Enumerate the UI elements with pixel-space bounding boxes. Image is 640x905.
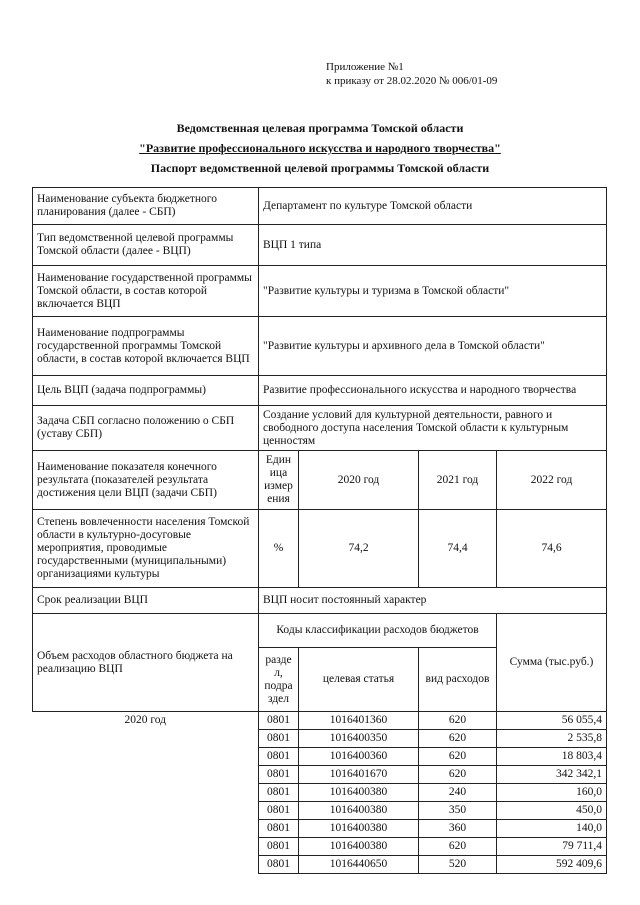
budget-kind: 620: [419, 712, 497, 730]
budget-kind: 620: [419, 730, 497, 748]
budget-kind: 620: [419, 766, 497, 784]
indicator-header-row: [33, 451, 607, 510]
budget-article: 1016400360: [299, 748, 419, 766]
budget-kind: 360: [419, 820, 497, 838]
budget-section: 0801: [259, 730, 299, 748]
budget-article: 1016400380: [299, 784, 419, 802]
budget-year: 2020 год: [124, 714, 167, 727]
blank-cell: [33, 856, 259, 874]
blank-cell: [33, 730, 259, 748]
row-label: Наименование субъекта бюджетного планирования (далее - СБП): [33, 188, 259, 225]
indicator-row: [33, 510, 607, 588]
budget-section: 0801: [259, 820, 299, 838]
budget-section: 0801: [259, 784, 299, 802]
budget-section: 0801: [259, 748, 299, 766]
budget-row: [33, 766, 607, 784]
budget-article: 1016400350: [299, 730, 419, 748]
document-header: [0, 118, 640, 178]
blank-cell: [33, 838, 259, 856]
budget-article: 1016401360: [299, 712, 419, 730]
row-value: "Развитие культуры и архивного дела в Томской области": [259, 317, 607, 376]
term-label: Срок реализации ВЦП: [33, 588, 259, 614]
year-2021-header: 2021 год: [419, 451, 497, 510]
budget-article: 1016400380: [299, 838, 419, 856]
budget-section: 0801: [259, 802, 299, 820]
indicator-header-label: Наименование показателя конечного результата (показателей результата достижения цели ВЦП (задачи СБП): [33, 451, 259, 510]
budget-row: [33, 712, 607, 730]
row-value: ВЦП 1 типа: [259, 225, 607, 266]
year-2022-header: 2022 год: [497, 451, 607, 510]
budget-row: [33, 838, 607, 856]
budget-article: 1016401670: [299, 766, 419, 784]
budget-kind: 620: [419, 838, 497, 856]
budget-header-label: Объем расходов областного бюджета на реализацию ВЦП: [33, 614, 259, 712]
budget-sum: 79 711,4: [497, 838, 607, 856]
row-label: Цель ВЦП (задача подпрограммы): [33, 376, 259, 406]
budget-kind: 620: [419, 748, 497, 766]
budget-kind: 240: [419, 784, 497, 802]
table-row: [33, 188, 607, 225]
row-label: Тип ведомственной целевой программы Томской области (далее - ВЦП): [33, 225, 259, 266]
budget-sum: 2 535,8: [497, 730, 607, 748]
table-row: [33, 266, 607, 317]
row-value: Департамент по культуре Томской области: [259, 188, 607, 225]
indicator-label: Степень вовлеченности населения Томской области в культурно-досуговые мероприятия, проводимые государственными (муниципальными) организациями культуры: [33, 510, 259, 588]
budget-sum: 592 409,6: [497, 856, 607, 874]
budget-section: 0801: [259, 838, 299, 856]
budget-row: [33, 802, 607, 820]
program-title: Ведомственная целевая программа Томской области: [176, 121, 464, 135]
budget-sum: 160,0: [497, 784, 607, 802]
budget-sum: 450,0: [497, 802, 607, 820]
row-value: Развитие профессионального искусства и народного творчества: [259, 376, 607, 406]
codes-header: Коды классификации расходов бюджетов: [259, 614, 497, 648]
annex-note: [326, 60, 497, 88]
table-row: [33, 376, 607, 406]
budget-article: 1016400380: [299, 820, 419, 838]
passport-title: Паспорт ведомственной целевой программы Томской области: [150, 161, 490, 175]
budget-sum: 18 803,4: [497, 748, 607, 766]
row-value: Создание условий для культурной деятельности, равного и свободного доступа населения Томской области к культурным ценностям: [259, 406, 607, 451]
term-value: ВЦП носит постоянный характер: [259, 588, 607, 614]
budget-section: 0801: [259, 856, 299, 874]
annex-title: Приложение №1: [326, 61, 404, 73]
budget-sum: 140,0: [497, 820, 607, 838]
blank-cell: [33, 748, 259, 766]
budget-row: [33, 730, 607, 748]
article-header: целевая статья: [299, 648, 419, 712]
budget-header-row: [33, 614, 607, 648]
sum-header: Сумма (тыс.руб.): [497, 614, 607, 712]
budget-article: 1016440650: [299, 856, 419, 874]
indicator-value-2020: 74,2: [299, 510, 419, 588]
budget-article: 1016400380: [299, 802, 419, 820]
indicator-value-2021: 74,4: [419, 510, 497, 588]
budget-kind: 350: [419, 802, 497, 820]
passport-table: [32, 187, 607, 874]
budget-row: [33, 856, 607, 874]
budget-row: [33, 820, 607, 838]
blank-cell: [33, 784, 259, 802]
table-row: [33, 406, 607, 451]
year-2020-header: 2020 год: [299, 451, 419, 510]
blank-cell: [33, 766, 259, 784]
section-header: разде л, подра здел: [259, 648, 299, 712]
row-value: "Развитие культуры и туризма в Томской области": [259, 266, 607, 317]
table-row: [33, 317, 607, 376]
budget-sum: 56 055,4: [497, 712, 607, 730]
annex-order-reference: к приказу от 28.02.2020 № 006/01-09: [326, 75, 498, 87]
table-row: [33, 225, 607, 266]
budget-section: 0801: [259, 712, 299, 730]
term-row: [33, 588, 607, 614]
budget-sum: 342 342,1: [497, 766, 607, 784]
unit-header: Един ица измер ения: [259, 451, 299, 510]
program-name: "Развитие профессионального искусства и народного творчества": [139, 141, 501, 155]
budget-kind: 520: [419, 856, 497, 874]
row-label: Наименование государственной программы Томской области, в состав которой включается ВЦП: [33, 266, 259, 317]
indicator-value-2022: 74,6: [497, 510, 607, 588]
budget-row: [33, 784, 607, 802]
blank-cell: [33, 802, 259, 820]
kind-header: вид расходов: [419, 648, 497, 712]
indicator-unit: %: [259, 510, 299, 588]
row-label: Наименование подпрограммы государственной программы Томской области, в состав которой включается ВЦП: [33, 317, 259, 376]
budget-section: 0801: [259, 766, 299, 784]
budget-row: [33, 748, 607, 766]
row-label: Задача СБП согласно положению о СБП (уставу СБП): [33, 406, 259, 451]
blank-cell: [33, 820, 259, 838]
